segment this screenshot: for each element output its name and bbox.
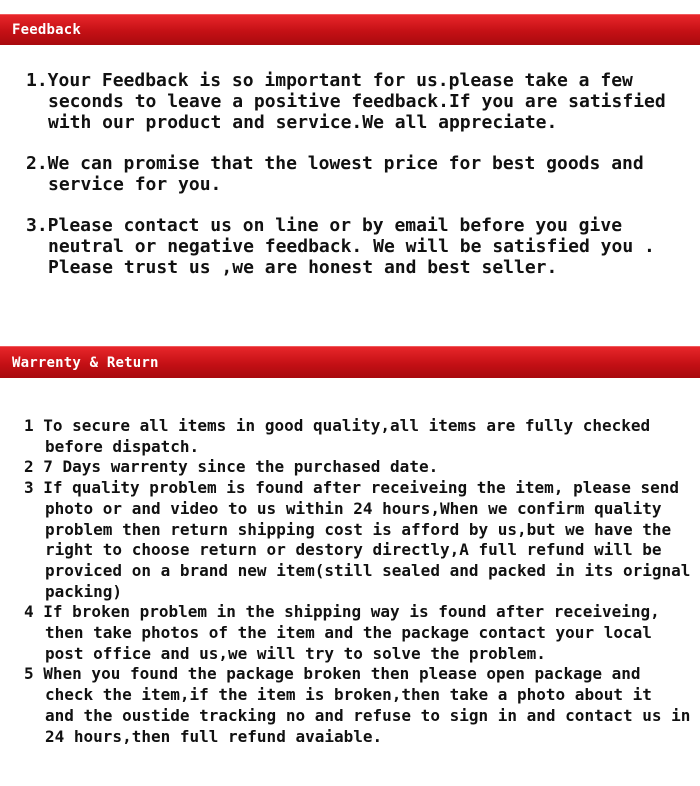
feedback-header-bar (0, 14, 700, 45)
warranty-item-3-line-3: problem then return shipping cost is afford by us,but we have the (45, 519, 672, 539)
warranty-item-5 (24, 664, 694, 747)
warranty-item-2 (24, 457, 694, 478)
warranty-item-4 (24, 602, 694, 664)
warranty-item-3-line-2: photo or and video to us within 24 hours,When we confirm quality (45, 498, 662, 518)
warranty-item-3-line-1: 3 If quality problem is found after receiveing the item, please send (24, 478, 680, 498)
feedback-item-2-line-1: 2.We can promise that the lowest price for best goods and (26, 153, 644, 174)
feedback-item-1 (26, 70, 686, 133)
feedback-item-1-line-2: seconds to leave a positive feedback.If you are satisfied (48, 91, 666, 112)
warranty-item-1-line-2: before dispatch. (45, 436, 200, 456)
warranty-item-3-line-6: packing) (45, 581, 123, 601)
warranty-item-5-line-4: 24 hours,then full refund avaiable. (45, 726, 383, 746)
warranty-item-1-line-1: 1 To secure all items in good quality,all items are fully checked (24, 416, 651, 435)
feedback-item-3 (26, 215, 686, 278)
warranty-item-3-line-5: proviced on a brand new item(still sealed and packed in its orignal (45, 560, 691, 580)
warranty-item-5-line-3: and the oustide tracking no and refuse to sign in and contact us in (45, 705, 691, 725)
warranty-item-2-line-1: 2 7 Days warrenty since the purchased date. (24, 457, 439, 477)
warranty-item-4-line-2: then take photos of the item and the package contact your local (45, 623, 652, 643)
warranty-item-5-line-2: check the item,if the item is broken,then take a photo about it (45, 685, 652, 705)
feedback-item-3-line-3: Please trust us ,we are honest and best seller. (48, 257, 558, 278)
feedback-item-3-line-1: 3.Please contact us on line or by email before you give (26, 215, 623, 236)
warranty-item-4-line-3: post office and us,we will try to solve the problem. (45, 643, 546, 663)
warranty-title: Warrenty & Return (12, 354, 159, 371)
warranty-list (24, 416, 694, 747)
feedback-item-1-line-3: with our product and service.We all appreciate. (48, 112, 558, 133)
feedback-title: Feedback (12, 22, 82, 38)
feedback-item-3-line-2: neutral or negative feedback. We will be satisfied you . (48, 236, 655, 257)
feedback-list (26, 70, 686, 298)
feedback-item-2 (26, 153, 686, 195)
feedback-item-2-line-2: service for you. (48, 174, 222, 195)
feedback-item-1-line-1: 1.Your Feedback is so important for us.please take a few (26, 70, 633, 91)
warranty-item-1 (24, 416, 694, 457)
warranty-item-5-line-1: 5 When you found the package broken then please open package and (24, 664, 641, 684)
warranty-item-3 (24, 478, 694, 602)
warranty-item-4-line-1: 4 If broken problem in the shipping way is found after receiveing, (24, 602, 660, 622)
warranty-header-bar (0, 346, 700, 378)
warranty-item-3-line-4: right to choose return or destory directly,A full refund will be (45, 540, 662, 560)
